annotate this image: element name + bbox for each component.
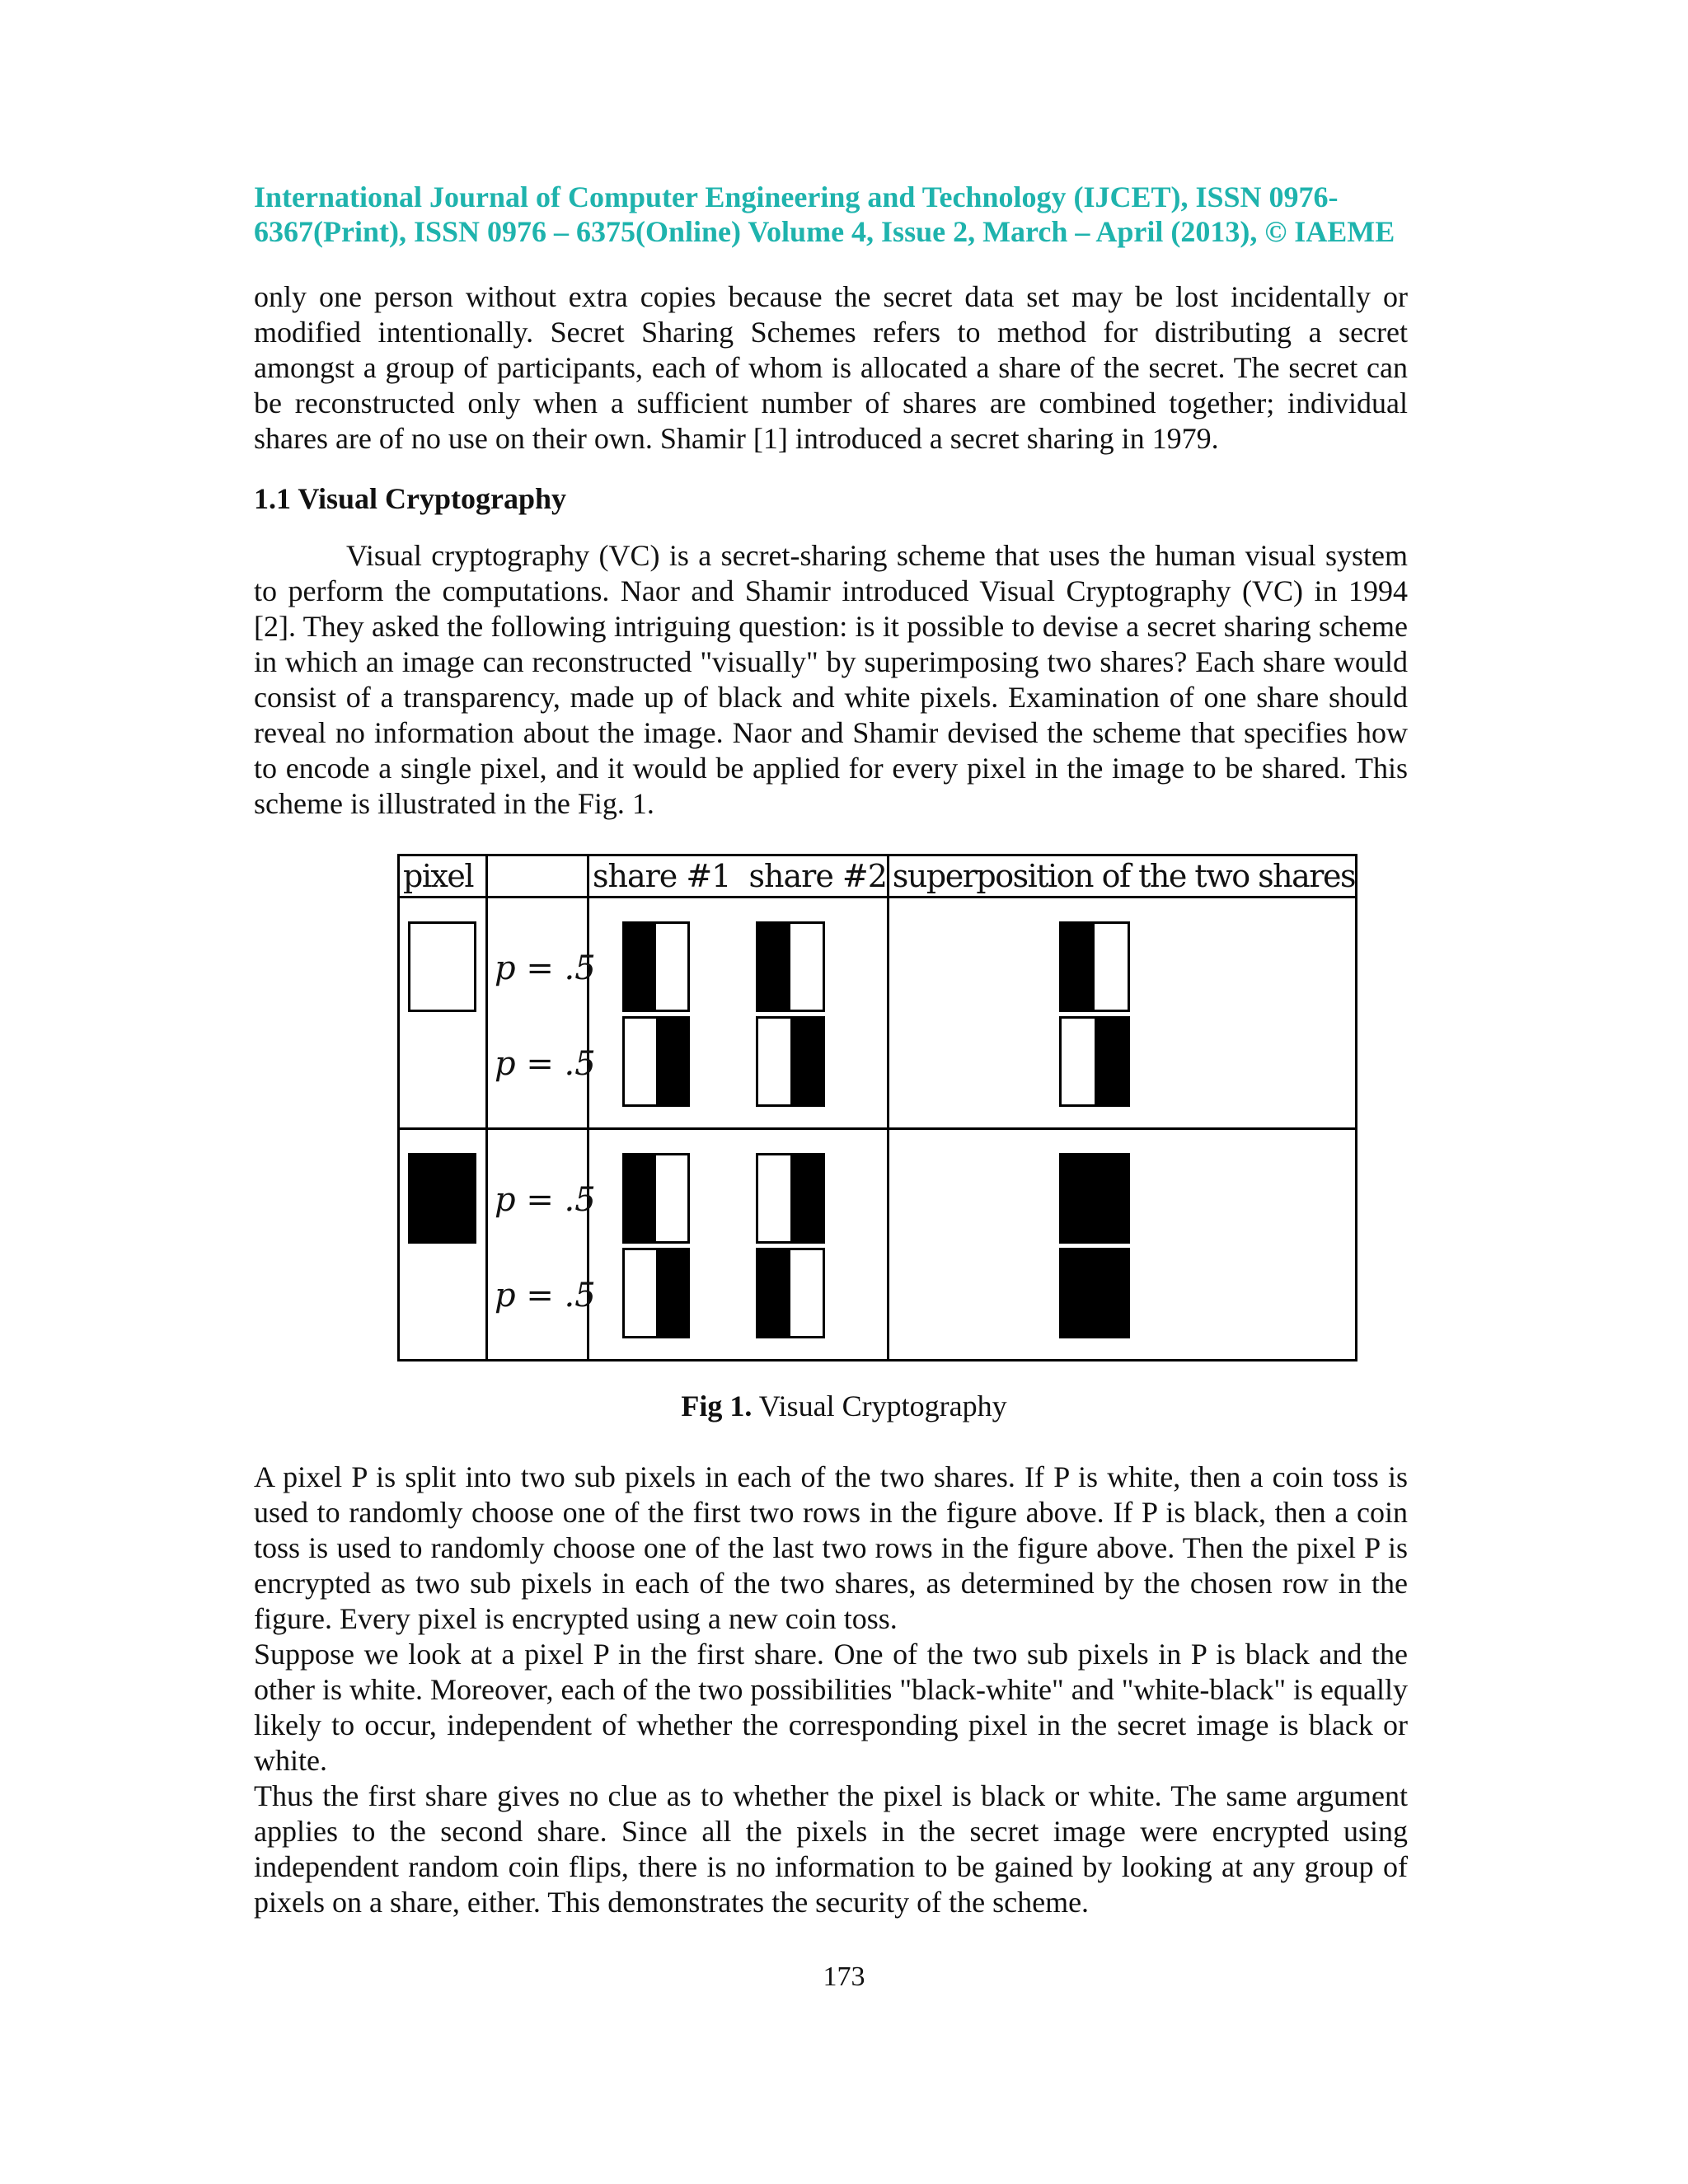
header-probability [487,855,588,898]
figure-caption-text: Visual Cryptography [752,1390,1007,1422]
cell-black-probabilities [487,1129,596,1361]
cell-black-pixel [399,1129,487,1361]
black-pixel-square [408,1153,476,1244]
share1-black-white [622,921,690,1012]
cell-black-shares [588,1129,889,1361]
share2-white-black [756,1016,825,1107]
journal-header [254,180,1408,249]
share1-white-black [622,1248,690,1338]
share1-white-black [622,1016,690,1107]
header-superposition: superposition of the two shares [888,855,1356,898]
cell-white-superposition [888,898,1356,1129]
cell-black-superposition [888,1129,1356,1361]
share2-white-black [756,1153,825,1244]
page-number: 173 [823,1961,865,1992]
share1-black-white [622,1153,690,1244]
probability-label: p = .5 [495,949,596,987]
probability-label: p = .5 [495,1181,596,1219]
vc-scheme-table [397,854,1357,1361]
paragraph-first-share: Suppose we look at a pixel P in the first share. One of the two sub pixels in P is black and the other is white. Moreover, each of the two possibilities "black-white" and "white-black" is equally likely to occur, independent of whether the corresponding pixel in the secret image is black or white. [254,1638,1408,1777]
probability-label: p = .5 [495,1277,596,1315]
paragraph-visual-cryptography: Visual cryptography (VC) is a secret-sharing scheme that uses the human visual system to perform the computations. Naor and Shamir introduced Visual Cryptography (VC) in 1994 [2]. They asked the following intriguing question: is it possible to devise a secret sharing scheme in which an image can reconstructed "visually" by superimposing two shares? Each share would consist of a transparency, made up of black and white pixels. Examination of one share should reveal no information about the image. Naor and Shamir devised the scheme that specifies how to encode a single pixel, and it would be applied for every pixel in the image to be shared. This scheme is illustrated in the Fig. 1. [254,539,1408,820]
section-title: 1.1 Visual Cryptography [254,482,567,515]
paragraph-intro: only one person without extra copies because the secret data set may be lost incidentally or modified intentionally. Secret Sharing Schemes refers to method for distributing a secret amongst a group of participants, each of whom is allocated a share of the secret. The secret can be reconstructed only when a sufficient number of shares are combined together; individual shares are of no use on their own. Shamir [1] introduced a secret sharing in 1979. [254,280,1408,455]
cell-white-probabilities [487,898,596,1129]
share2-black-white [756,1248,825,1338]
row-black-pixel [399,1129,1357,1361]
row-white-pixel [399,898,1357,1129]
share2-black-white [756,921,825,1012]
figure-caption-label: Fig 1. [681,1390,753,1422]
paragraph-pixel-split: A pixel P is split into two sub pixels in each of the two shares. If P is white, then a coin toss is used to randomly choose one of the first two rows in the figure above. If P is black, then a coin toss is used to randomly choose one of the last two rows in the figure above. Then the pixel P is encrypted as two sub pixels in each of the two shares, as determined by the chosen row in the figure. Every pixel is encrypted using a new coin toss. [254,1460,1408,1635]
paragraph-security: Thus the first share gives no clue as to whether the pixel is black or white. The same argument applies to the second share. Since all the pixels in the secret image were encrypted using independent random coin flips, there is no information to be gained by looking at any group of pixels on a share, either. This demonstrates the security of the scheme. [254,1779,1408,1919]
header-shares: share #1 share #2 [588,855,889,898]
cell-white-shares [588,898,889,1129]
white-pixel-square [408,921,476,1012]
header-pixel: pixel [399,855,487,898]
superposition-black-white [1059,921,1130,1012]
superposition-black [1059,1153,1130,1244]
superposition-black [1059,1248,1130,1338]
superposition-white-black [1059,1016,1130,1107]
journal-header-line-1: International Journal of Computer Engineering and Technology (IJCET), ISSN 0976- [254,180,1339,213]
figure-caption [0,1389,1688,1424]
cell-white-pixel [399,898,487,1129]
figure-visual-cryptography [397,854,1357,1361]
probability-label: p = .5 [495,1045,596,1083]
journal-header-line-2: 6367(Print), ISSN 0976 – 6375(Online) Volume 4, Issue 2, March – April (2013), © IAEME [254,215,1395,248]
